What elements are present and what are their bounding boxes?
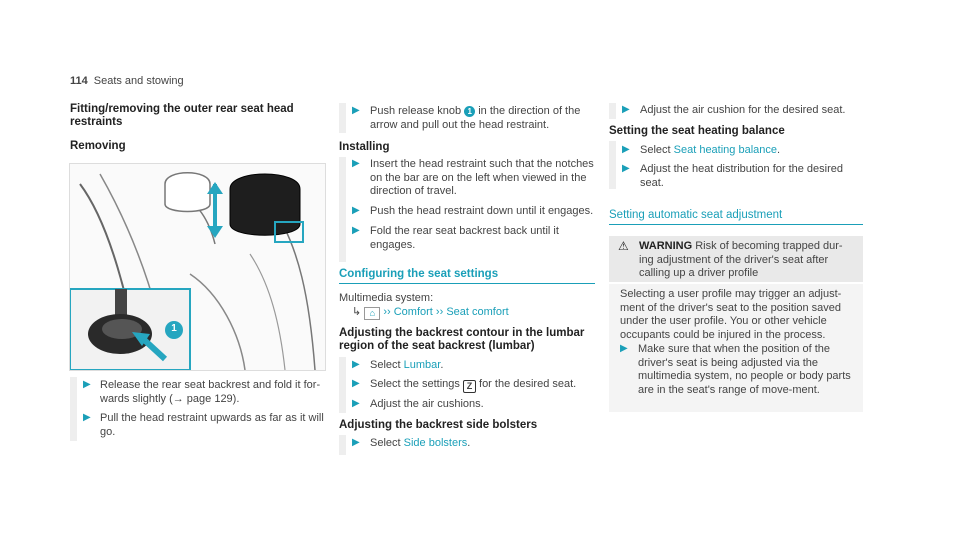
lumbar-link[interactable]: Lumbar [403, 359, 441, 371]
home-icon[interactable]: ⌂ [364, 307, 380, 320]
bullet-icon: ▶ [622, 163, 630, 174]
lumbar-heading: Adjusting the backrest contour in the lumbar region of the seat backrest (lumbar) [339, 327, 585, 352]
step-select-settings: Select the settings Z for the desired seat. [370, 378, 577, 391]
auto-adjust-heading: Setting automatic seat adjustment [609, 209, 863, 225]
step-bar [339, 103, 346, 133]
chevron-icon: ›› [383, 306, 391, 318]
step-bar [609, 103, 616, 119]
step-adjust-air-cushion: Adjust the air cushion for the desired seat. [640, 104, 846, 116]
callout-1-icon: 1 [464, 106, 475, 117]
section-title: Seats and stowing [93, 75, 184, 87]
callout-1: 1 [171, 323, 177, 334]
config-heading: Configuring the seat settings [339, 268, 595, 284]
step-select-heating: Select Seat heating balance. [640, 144, 781, 156]
bullet-icon: ▶ [83, 412, 91, 423]
bullet-icon: ▶ [352, 158, 360, 169]
subheading-installing: Installing [339, 141, 390, 153]
bolsters-heading: Adjusting the backrest side bolsters [339, 419, 538, 431]
step-bar [339, 435, 346, 455]
step-select-lumbar: Select Lumbar. [370, 359, 444, 371]
step-select-bolsters: Select Side bolsters. [370, 437, 471, 449]
nav-path [352, 306, 509, 320]
bullet-icon: ▶ [83, 379, 91, 390]
step-bar [70, 377, 77, 441]
page-header [70, 75, 184, 87]
step-adjust-air: Adjust the air cushions. [370, 398, 484, 410]
info-box [609, 284, 863, 412]
step-bar [609, 141, 616, 189]
subheading-removing: Removing [70, 140, 126, 152]
section-heading: Fitting/removing the outer rear seat head restraints [70, 103, 294, 128]
bullet-icon: ▶ [352, 437, 360, 448]
nav-seat-comfort[interactable]: Seat comfort [446, 306, 509, 318]
bullet-icon: ▶ [620, 343, 628, 354]
step-make-sure: Make sure that when the position of the driver's seat is being adjusted via the multimedia system, no people or body parts are in the seat's range of move-ment. [638, 343, 851, 396]
heating-heading: Setting the seat heating balance [609, 125, 785, 137]
head-restraint-illustration [69, 163, 326, 371]
step-insert: Insert the head restraint such that the notches on the bar are on the left when viewed in the direction of travel. [370, 158, 594, 197]
settings-icon: Z [463, 380, 476, 393]
step-push-knob: Push release knob 1 in the direction of the arrow and pull out the head restraint. [370, 105, 581, 131]
bullet-icon: ▶ [622, 144, 630, 155]
multimedia-label: Multimedia system: [339, 292, 434, 304]
info-text: Selecting a user profile may trigger an adjust-ment of the driver's seat to the position saved under the user profile. You or other vehicle occupants could be injured in the process. [620, 288, 842, 341]
chevron-icon: ›› [435, 306, 444, 318]
nav-comfort[interactable]: Comfort [393, 306, 433, 318]
warning-icon: ⚠ [618, 239, 629, 253]
step-heat-distribution: Adjust the heat distribution for the desired seat. [640, 163, 844, 189]
bullet-icon: ▶ [352, 225, 360, 236]
bullet-icon: ▶ [352, 398, 360, 409]
bullet-icon: ▶ [352, 205, 360, 216]
side-bolsters-link[interactable]: Side bolsters [403, 437, 468, 449]
nav-arrow-icon: ↳ [352, 306, 362, 318]
step-push-down: Push the head restraint down until it engages. [370, 205, 594, 217]
bullet-icon: ▶ [352, 359, 360, 370]
step-fold: Fold the rear seat backrest back until it engages. [370, 225, 559, 251]
step-bar [339, 157, 346, 262]
warning-text: WARNING Risk of becoming trapped dur-ing adjustment of the driver's seat after calling up a driver profile [639, 240, 843, 279]
seat-heating-balance-link[interactable]: Seat heating balance [673, 144, 778, 156]
page-number: 114 [70, 75, 88, 87]
bullet-icon: ▶ [352, 105, 360, 116]
step-release: Release the rear seat backrest and fold it for-wards slightly (→ page 129). [100, 379, 321, 405]
step-pull: Pull the head restraint upwards as far as it will go. [100, 412, 324, 438]
seat-drawing [70, 164, 325, 370]
warning-box [609, 236, 863, 282]
bullet-icon: ▶ [352, 378, 360, 389]
step-bar [339, 357, 346, 413]
bullet-icon: ▶ [622, 104, 630, 115]
